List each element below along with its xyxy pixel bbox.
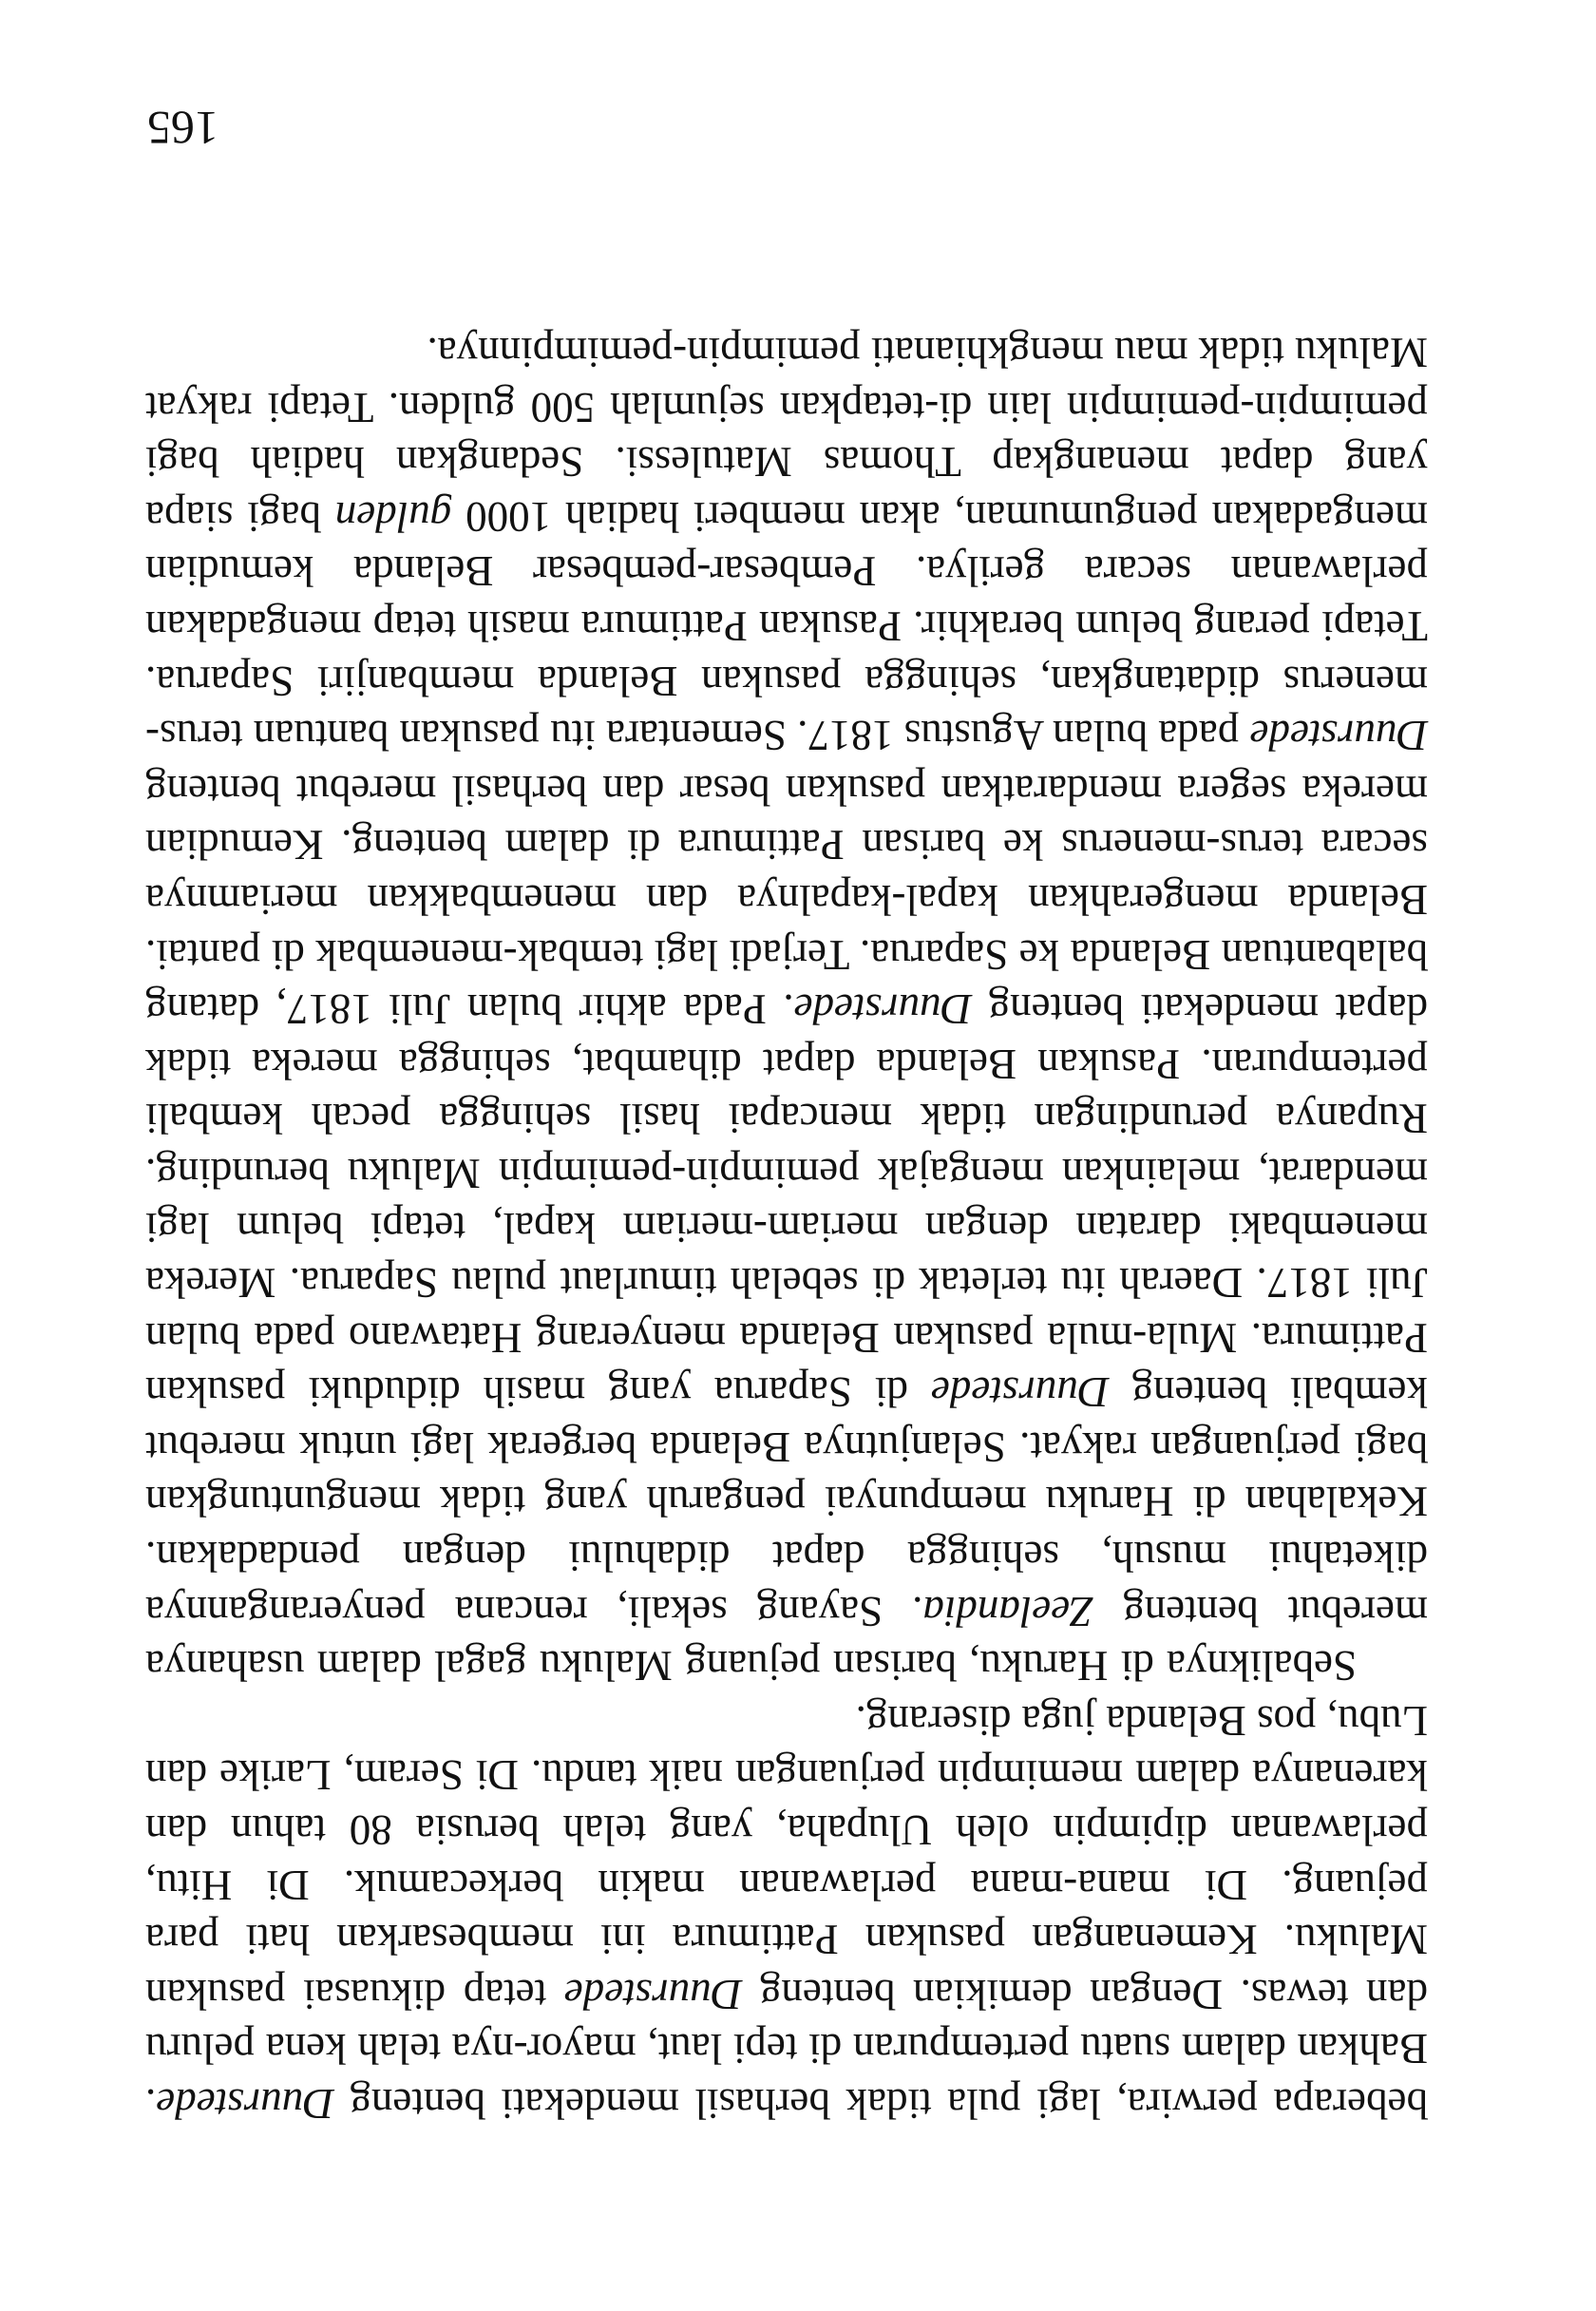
text-segment: di Saparua yang masih diduduki pasukan Pattimura. Mula-mula pasukan Belanda menyerang Hatawano pada bulan Juli 1817. Daerah itu terletak di sebelah timurlaut pulau Saparua. Mereka menembaki daratan dengan meriam-meriam kapal, tetapi belum lagi mendarat, melainkan mengajak pemimpin-pemimpin Maluku berunding. Rupanya perundingan tidak mencapai hasil sehingga pecah kembali pertempuran. Pasukan Belanda dapat dihambat, sehingga mereka tidak dapat mendekati benteng — [145, 985, 1428, 1417]
italic-term: Duurstede — [156, 2080, 334, 2128]
paragraph-2 — [145, 324, 1428, 1692]
italic-term: Duurstede — [930, 1368, 1110, 1417]
page-number: 165 — [147, 102, 218, 155]
italic-term: Duurstede — [563, 1970, 743, 2018]
text-segment: . Sayang sekali, rencana penyerangannya diketahui musuh, sehingga dapat didahului dengan pendadakan. Kekalahan di Haruku mempunyai pengaruh yang tidak menguntungkan bagi perjuangan rakyat. Selanjutnya Belanda bergerak lagi untuk merebut kembali benteng — [145, 1368, 1428, 1635]
text-segment: . Bahkan dalam suatu pertempuran di tepi laut, mayor-nya telah kena peluru dan tewas. Dengan demikian benteng — [145, 1970, 1428, 2128]
text-segment: beberapa perwira, lagi pula tidak berhasil mendekati benteng — [333, 2080, 1428, 2128]
text-segment: . Pada akhir bulan Juli 1817, datang balabantuan Belanda ke Saparua. Terjadi lagi tembak-menembak di pantai. Belanda mengerahkan kapal-kapalnya dan menembakkan meriamnya secara terus-menerus ke barisan Pattimura di dalam benteng. Kemudian mereka segera mendaratkan pasukan besar dan berhasil merebut benteng — [145, 766, 1428, 1034]
text-segment: bagi siapa yang dapat menangkap Thomas Matulessi. Sedangkan hadiah bagi pemimpin-pemimpin lain di-tetapkan sejumlah 500 gulden. Tetapi rakyat Maluku tidak mau mengkhianati pemimpin-pemimpinnya. — [144, 329, 1428, 541]
text-segment: tetap dikuasai pasukan Maluku. Kemenangan pasukan Pattimura ini membesarkan hati para pejuang. Di mana-mana perlawanan makin berkecamuk. Di Hitu, perlawanan dipimpin oleh Ulupaha, yang telah berusia 80 tahun dan karenanya dalam memimpin perjuangan naik tandu. Di Seram, Larike dan Lubu, pos Belanda juga diserang. — [144, 1696, 1428, 2018]
text-segment: Sebaliknya di Haruku, barisan pejuang Maluku gagal dalam usahanya merebut benteng — [145, 1587, 1428, 1690]
text-segment: pada bulan Agustus 1817. Sementara itu pasukan bantuan terus-menerus didatangkan, sehingga pasukan Belanda membanjiri Saparua. Tetapi perang belum berakhir. Pasukan Pattimura masih tetap mengadakan perlawanan secara gerilya. Pembesar-pembesar Belanda kemudian mengadakan pengumuman, akan memberi hadiah 1000 — [145, 492, 1428, 760]
italic-term: gulden — [334, 492, 452, 541]
italic-term: Duurstede — [793, 985, 973, 1034]
paragraph-1 — [145, 1692, 1428, 2130]
italic-term: Zeelandia — [922, 1587, 1094, 1635]
body-text — [145, 324, 1428, 2130]
italic-term: Duurstede — [1249, 712, 1428, 760]
